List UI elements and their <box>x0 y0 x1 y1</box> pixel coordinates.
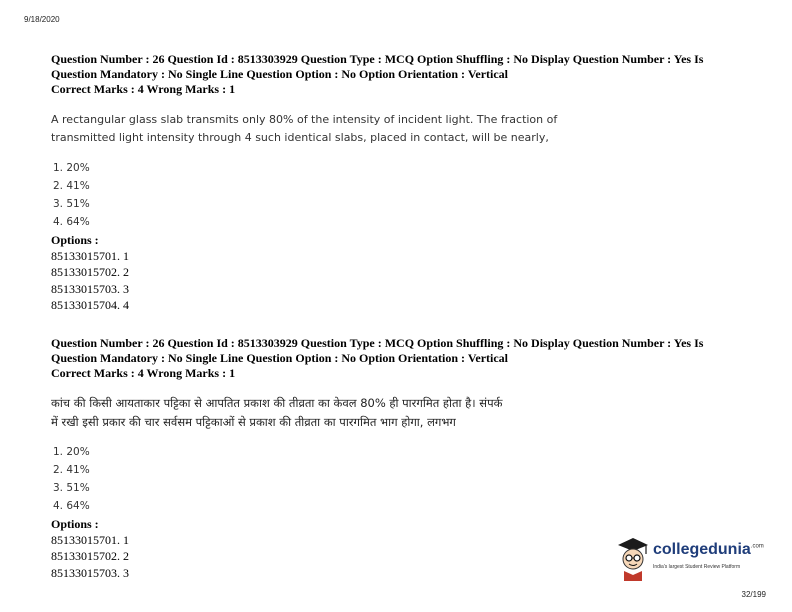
question-text-hindi <box>51 394 571 432</box>
option-id: 85133015701. 1 <box>51 533 129 547</box>
option-id: 85133015702. 2 <box>51 549 129 564</box>
option-id-list <box>51 248 129 313</box>
answer-option: 3. 51% <box>53 198 90 210</box>
meta-line: Question Mandatory : No Single Line Question Option : No Option Orientation : Vertical <box>51 351 509 365</box>
answer-option: 2. 41% <box>53 180 90 192</box>
question-line: में रखी इसी प्रकार की चार सर्वसम पट्टिकाओं से प्रकाश की तीव्रता का पारगमित भाग होगा, लगभग <box>51 415 456 429</box>
logo-superscript: .com <box>750 543 764 550</box>
option-id: 85133015704. 4 <box>51 297 129 312</box>
answer-option: 4. 64% <box>53 216 90 228</box>
meta-line: Correct Marks : 4 Wrong Marks : 1 <box>51 82 236 96</box>
print-date: 9/18/2020 <box>24 15 60 24</box>
collegedunia-logo <box>615 535 765 585</box>
meta-line: Question Number : 26 Question Id : 8513303929 Question Type : MCQ Option Shuffling : No Display Question Number : Yes Is <box>51 52 704 66</box>
options-label: Options : <box>51 233 99 247</box>
answer-option: 1. 20% <box>53 446 90 458</box>
answer-option: 3. 51% <box>53 482 90 494</box>
answer-options-english <box>53 159 90 231</box>
answer-options-hindi <box>53 443 90 515</box>
meta-line: Question Mandatory : No Single Line Question Option : No Option Orientation : Vertical <box>51 67 509 81</box>
meta-line: Correct Marks : 4 Wrong Marks : 1 <box>51 366 236 380</box>
question-meta-english <box>51 52 741 97</box>
page-number: 32/199 <box>741 590 766 599</box>
option-id: 85133015703. 3 <box>51 281 129 296</box>
question-text-english <box>51 111 571 147</box>
option-id: 85133015703. 3 <box>51 565 129 580</box>
options-label: Options : <box>51 517 99 531</box>
meta-line: Question Number : 26 Question Id : 8513303929 Question Type : MCQ Option Shuffling : No Display Question Number : Yes Is <box>51 336 704 350</box>
option-id: 85133015701. 1 <box>51 249 129 263</box>
question-line: transmitted light intensity through 4 such identical slabs, placed in contact, will be nearly, <box>51 131 549 144</box>
question-line: कांच की किसी आयताकार पट्टिका से आपतित प्रकाश की तीव्रता का केवल 80% ही पारगमित होता है। संपर्क <box>51 396 503 410</box>
logo-name: collegedunia <box>653 541 751 558</box>
answer-option: 2. 41% <box>53 464 90 476</box>
option-id: 85133015702. 2 <box>51 265 129 280</box>
logo-tagline: India's largest Student Review Platform <box>653 564 741 570</box>
question-line: A rectangular glass slab transmits only 80% of the intensity of incident light. The fraction of <box>51 113 558 126</box>
logo-wordmark <box>653 541 764 559</box>
graduate-mascot-icon <box>615 535 651 581</box>
answer-option: 1. 20% <box>53 162 90 174</box>
option-id-list <box>51 532 129 581</box>
answer-option: 4. 64% <box>53 500 90 512</box>
question-meta-hindi <box>51 336 741 381</box>
